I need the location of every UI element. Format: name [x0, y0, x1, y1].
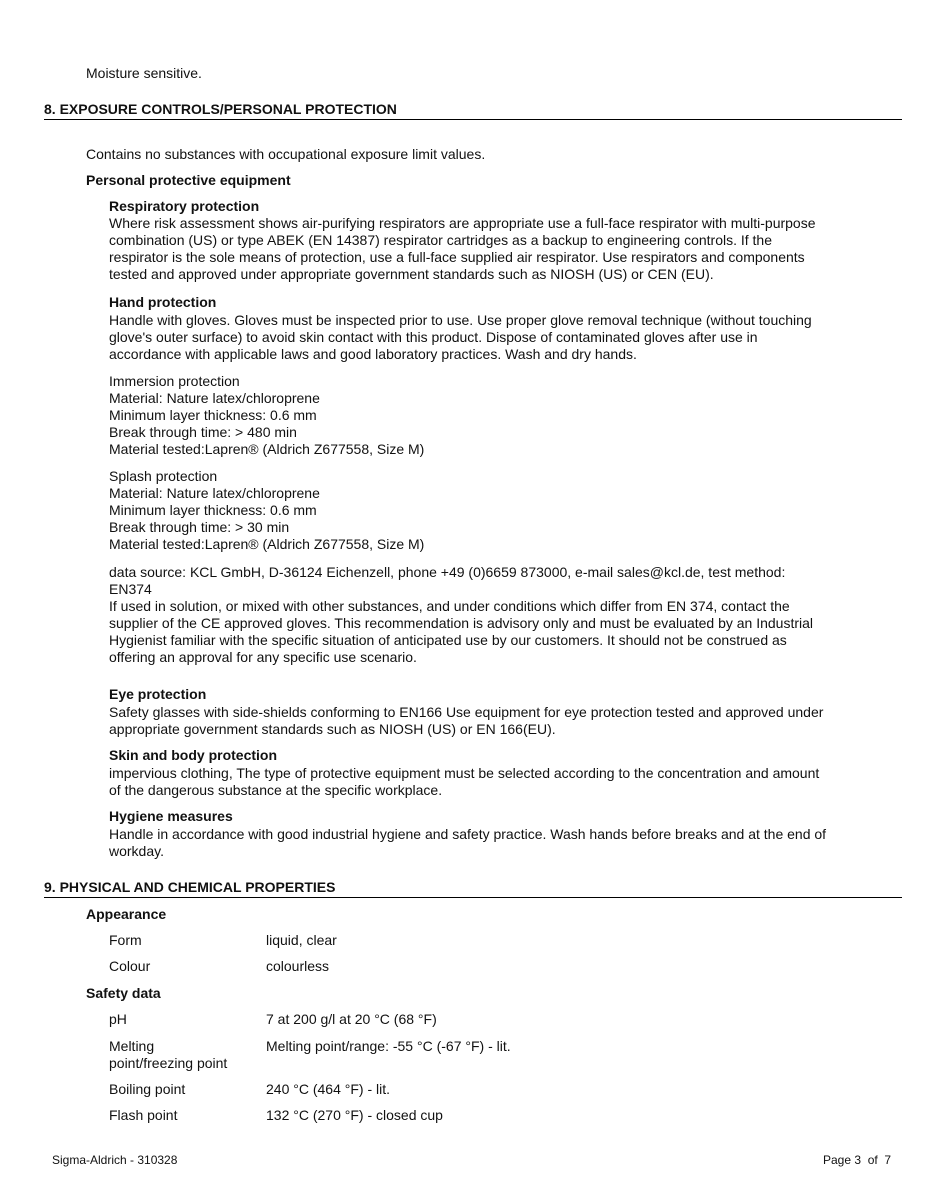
melting-value: Melting point/range: -55 °C (-67 °F) - lit.	[266, 1038, 511, 1054]
section-9-heading: 9. PHYSICAL AND CHEMICAL PROPERTIES	[44, 879, 902, 898]
section-8-heading: 8. EXPOSURE CONTROLS/PERSONAL PROTECTION	[44, 101, 902, 120]
footer-page-number: Page 3 of 7	[823, 1153, 892, 1167]
hygiene-title: Hygiene measures	[109, 808, 233, 824]
flash-label: Flash point	[109, 1107, 178, 1123]
form-value: liquid, clear	[266, 932, 337, 948]
splash-protection: Splash protection Material: Nature latex/chloroprene Minimum layer thickness: 0.6 mm Break through time: > 30 min Material tested:Lapren® (Aldrich Z677558, Size M)	[109, 468, 425, 552]
respiratory-text: Where risk assessment shows air-purifying respirators are appropriate use a full-face respirator with multi-purpose combination (US) or type ABEK (EN 14387) respirator cartridges as a backup to engineering controls. If the respirator is the sole means of protection, use a full-face supplied air respirator. Use respirators and components tested and approved under appropriate government standards such as NIOSH (US) or CEN (EU).	[109, 215, 816, 282]
eye-text: Safety glasses with side-shields conforming to EN166 Use equipment for eye protection tested and approved under appropriate government standards such as NIOSH (US) or EN 166(EU).	[109, 704, 824, 737]
skin-title: Skin and body protection	[109, 747, 278, 763]
glove-data-source: data source: KCL GmbH, D-36124 Eichenzell, phone +49 (0)6659 873000, e-mail sales@kcl.de, test method: EN374 If used in solution, or mixed with other substances, and under conditions which differ from EN 374, contact the supplier of the CE approved gloves. This recommendation is advisory only and must be evaluated by an Industrial Hygienist familiar with the specific situation of anticipated use by our customers. It should not be construed as offering an approval for any specific use scenario.	[109, 564, 814, 665]
exposure-intro: Contains no substances with occupational exposure limit values.	[86, 146, 486, 162]
colour-value: colourless	[266, 958, 330, 974]
flash-value: 132 °C (270 °F) - closed cup	[266, 1107, 443, 1123]
colour-label: Colour	[109, 958, 151, 974]
skin-text: impervious clothing, The type of protective equipment must be selected according to the concentration and amount of the dangerous substance at the specific workplace.	[109, 765, 820, 798]
appearance-heading: Appearance	[86, 906, 167, 922]
immersion-protection: Immersion protection Material: Nature latex/chloroprene Minimum layer thickness: 0.6 mm Break through time: > 480 min Material tested:Lapren® (Aldrich Z677558, Size M)	[109, 373, 425, 457]
hand-title: Hand protection	[109, 294, 217, 310]
safety-data-heading: Safety data	[86, 985, 161, 1001]
eye-title: Eye protection	[109, 686, 207, 702]
hand-text: Handle with gloves. Gloves must be inspected prior to use. Use proper glove removal technique (without touching glove's outer surface) to avoid skin contact with this product. Dispose of contaminated gloves after use in accordance with applicable laws and good laboratory practices. Wash and dry hands.	[109, 312, 812, 362]
footer-product: Sigma-Aldrich - 310328	[52, 1153, 178, 1167]
ppe-heading: Personal protective equipment	[86, 172, 291, 188]
boiling-value: 240 °C (464 °F) - lit.	[266, 1081, 391, 1097]
ph-value: 7 at 200 g/l at 20 °C (68 °F)	[266, 1011, 437, 1027]
respiratory-title: Respiratory protection	[109, 198, 260, 214]
melting-label: Melting point/freezing point	[109, 1038, 228, 1071]
hygiene-text: Handle in accordance with good industrial hygiene and safety practice. Wash hands before breaks and at the end of workday.	[109, 826, 827, 859]
form-label: Form	[109, 932, 142, 948]
moisture-note: Moisture sensitive.	[86, 65, 202, 81]
boiling-label: Boiling point	[109, 1081, 186, 1097]
ph-label: pH	[109, 1011, 127, 1027]
